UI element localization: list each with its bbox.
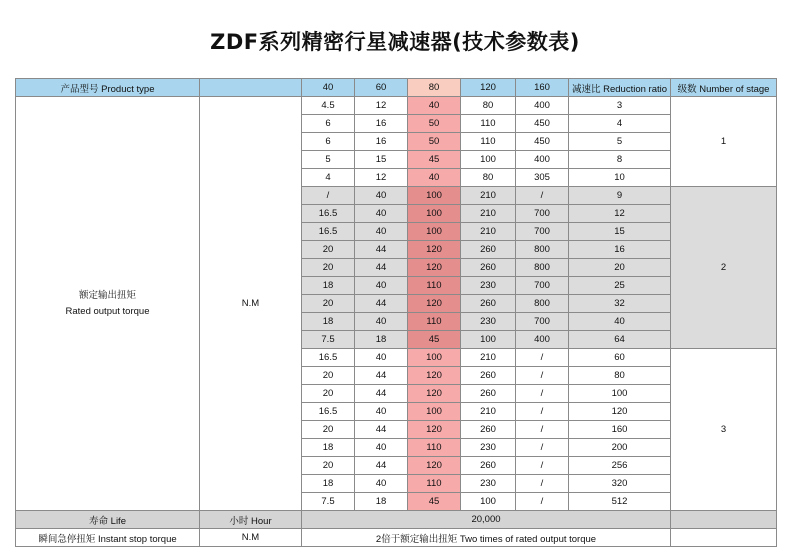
reduction-ratio-cell: 9: [569, 187, 671, 205]
rated-output-torque-cn: 额定输出扭矩: [78, 289, 136, 301]
torque-value-cell: 400: [516, 151, 569, 169]
torque-value-cell: 400: [516, 97, 569, 115]
torque-value-cell: 16.5: [302, 349, 355, 367]
header-product-type: 产品型号 Product type: [16, 79, 200, 97]
torque-value-cell: 700: [516, 223, 569, 241]
rated-output-torque-label: [16, 97, 200, 511]
torque-value-cell: 44: [355, 367, 408, 385]
torque-value-cell: 40: [355, 205, 408, 223]
reduction-ratio-cell: 200: [569, 439, 671, 457]
header-size: 60: [355, 79, 408, 97]
reduction-ratio-cell: 3: [569, 97, 671, 115]
torque-value-cell: 50: [408, 133, 461, 151]
reduction-ratio-cell: 160: [569, 421, 671, 439]
torque-value-cell: 260: [461, 367, 516, 385]
torque-value-cell: 40: [355, 349, 408, 367]
instant-stop-stage-blank: [671, 529, 777, 547]
torque-value-cell: 110: [461, 133, 516, 151]
header-row: [16, 79, 777, 97]
torque-value-cell: 100: [408, 349, 461, 367]
torque-value-cell: 210: [461, 187, 516, 205]
torque-value-cell: 45: [408, 331, 461, 349]
torque-value-cell: 44: [355, 385, 408, 403]
torque-value-cell: 450: [516, 133, 569, 151]
reduction-ratio-cell: 320: [569, 475, 671, 493]
torque-value-cell: 230: [461, 475, 516, 493]
torque-value-cell: 7.5: [302, 493, 355, 511]
torque-value-cell: 305: [516, 169, 569, 187]
torque-value-cell: 12: [355, 169, 408, 187]
torque-value-cell: 700: [516, 277, 569, 295]
instant-stop-label: 瞬间急停扭矩 Instant stop torque: [16, 529, 200, 547]
torque-value-cell: 230: [461, 439, 516, 457]
stage-cell: 3: [671, 349, 777, 511]
torque-value-cell: /: [516, 403, 569, 421]
torque-value-cell: 700: [516, 205, 569, 223]
torque-value-cell: 16.5: [302, 223, 355, 241]
header-size: 40: [302, 79, 355, 97]
torque-value-cell: 110: [461, 115, 516, 133]
torque-value-cell: 18: [302, 313, 355, 331]
reduction-ratio-cell: 512: [569, 493, 671, 511]
torque-value-cell: 80: [461, 169, 516, 187]
torque-value-cell: 20: [302, 241, 355, 259]
torque-value-cell: 100: [408, 205, 461, 223]
torque-value-cell: /: [302, 187, 355, 205]
torque-value-cell: 7.5: [302, 331, 355, 349]
reduction-ratio-cell: 80: [569, 367, 671, 385]
torque-value-cell: 6: [302, 115, 355, 133]
torque-value-cell: 20: [302, 259, 355, 277]
reduction-ratio-cell: 10: [569, 169, 671, 187]
torque-value-cell: 44: [355, 457, 408, 475]
reduction-ratio-cell: 20: [569, 259, 671, 277]
reduction-ratio-cell: 8: [569, 151, 671, 169]
reduction-ratio-cell: 32: [569, 295, 671, 313]
torque-value-cell: 260: [461, 295, 516, 313]
header-stage: 级数 Number of stage: [671, 79, 777, 97]
life-value: 20,000: [302, 511, 671, 529]
torque-value-cell: 800: [516, 295, 569, 313]
torque-unit: N.M: [200, 97, 302, 511]
reduction-ratio-cell: 120: [569, 403, 671, 421]
torque-value-cell: 110: [408, 313, 461, 331]
torque-value-cell: /: [516, 385, 569, 403]
life-unit: 小时 Hour: [200, 511, 302, 529]
torque-value-cell: 210: [461, 403, 516, 421]
torque-value-cell: 800: [516, 259, 569, 277]
torque-value-cell: 4: [302, 169, 355, 187]
reduction-ratio-cell: 40: [569, 313, 671, 331]
torque-value-cell: 40: [355, 439, 408, 457]
torque-value-cell: 120: [408, 295, 461, 313]
torque-value-cell: 110: [408, 277, 461, 295]
torque-value-cell: 44: [355, 295, 408, 313]
torque-value-cell: 44: [355, 421, 408, 439]
torque-value-cell: 40: [355, 475, 408, 493]
torque-value-cell: 700: [516, 313, 569, 331]
torque-value-cell: /: [516, 421, 569, 439]
torque-value-cell: 20: [302, 367, 355, 385]
reduction-ratio-cell: 4: [569, 115, 671, 133]
torque-value-cell: /: [516, 493, 569, 511]
torque-value-cell: 20: [302, 385, 355, 403]
torque-value-cell: /: [516, 439, 569, 457]
torque-value-cell: 210: [461, 349, 516, 367]
torque-value-cell: 210: [461, 205, 516, 223]
torque-value-cell: 15: [355, 151, 408, 169]
header-size: 160: [516, 79, 569, 97]
torque-value-cell: /: [516, 349, 569, 367]
torque-value-cell: 260: [461, 259, 516, 277]
torque-value-cell: 210: [461, 223, 516, 241]
torque-value-cell: 450: [516, 115, 569, 133]
torque-value-cell: 45: [408, 151, 461, 169]
reduction-ratio-cell: 5: [569, 133, 671, 151]
reduction-ratio-cell: 100: [569, 385, 671, 403]
torque-value-cell: 120: [408, 241, 461, 259]
torque-value-cell: /: [516, 367, 569, 385]
torque-value-cell: 18: [355, 493, 408, 511]
torque-value-cell: 230: [461, 277, 516, 295]
stage-cell: 1: [671, 97, 777, 187]
torque-value-cell: 120: [408, 367, 461, 385]
torque-value-cell: 400: [516, 331, 569, 349]
torque-value-cell: 40: [355, 187, 408, 205]
torque-value-cell: 260: [461, 385, 516, 403]
header-size: 120: [461, 79, 516, 97]
table-row: [16, 97, 777, 115]
torque-value-cell: /: [516, 187, 569, 205]
torque-value-cell: 16: [355, 115, 408, 133]
torque-value-cell: 120: [408, 421, 461, 439]
header-size-highlighted: 80: [408, 79, 461, 97]
torque-value-cell: 40: [355, 277, 408, 295]
life-stage-blank: [671, 511, 777, 529]
torque-value-cell: 260: [461, 241, 516, 259]
torque-value-cell: 5: [302, 151, 355, 169]
torque-value-cell: 16.5: [302, 403, 355, 421]
life-label: 寿命 Life: [16, 511, 200, 529]
reduction-ratio-cell: 15: [569, 223, 671, 241]
instant-stop-row: [16, 529, 777, 547]
torque-value-cell: 40: [355, 403, 408, 421]
torque-value-cell: 120: [408, 385, 461, 403]
torque-value-cell: 12: [355, 97, 408, 115]
torque-value-cell: 100: [461, 493, 516, 511]
rated-output-torque-en: Rated output torque: [65, 305, 150, 317]
torque-value-cell: 18: [302, 277, 355, 295]
torque-value-cell: 6: [302, 133, 355, 151]
torque-value-cell: 100: [408, 403, 461, 421]
reduction-ratio-cell: 64: [569, 331, 671, 349]
stage-cell: 2: [671, 187, 777, 349]
header-unit-blank: [200, 79, 302, 97]
torque-value-cell: 40: [408, 169, 461, 187]
reduction-ratio-cell: 25: [569, 277, 671, 295]
torque-value-cell: 20: [302, 295, 355, 313]
torque-value-cell: 230: [461, 313, 516, 331]
torque-value-cell: 4.5: [302, 97, 355, 115]
torque-value-cell: 800: [516, 241, 569, 259]
reduction-ratio-cell: 12: [569, 205, 671, 223]
torque-value-cell: 44: [355, 241, 408, 259]
torque-value-cell: 18: [302, 439, 355, 457]
torque-value-cell: 18: [355, 331, 408, 349]
torque-value-cell: 100: [408, 223, 461, 241]
torque-value-cell: 120: [408, 259, 461, 277]
torque-value-cell: 16.5: [302, 205, 355, 223]
torque-value-cell: 100: [461, 151, 516, 169]
torque-value-cell: 16: [355, 133, 408, 151]
reduction-ratio-cell: 16: [569, 241, 671, 259]
torque-value-cell: /: [516, 475, 569, 493]
torque-value-cell: 20: [302, 457, 355, 475]
torque-value-cell: 260: [461, 421, 516, 439]
reduction-ratio-cell: 60: [569, 349, 671, 367]
torque-value-cell: 40: [355, 313, 408, 331]
torque-value-cell: 44: [355, 259, 408, 277]
torque-value-cell: 260: [461, 457, 516, 475]
torque-value-cell: 40: [408, 97, 461, 115]
torque-value-cell: 40: [355, 223, 408, 241]
torque-value-cell: 50: [408, 115, 461, 133]
instant-stop-unit: N.M: [200, 529, 302, 547]
torque-value-cell: 100: [461, 331, 516, 349]
spec-table: [15, 78, 777, 547]
torque-value-cell: 120: [408, 457, 461, 475]
torque-value-cell: 110: [408, 475, 461, 493]
torque-value-cell: 18: [302, 475, 355, 493]
life-row: [16, 511, 777, 529]
page-title: ZDF系列精密行星减速器(技术参数表): [210, 30, 580, 54]
instant-stop-value: 2倍于额定输出扭矩 Two times of rated output torque: [302, 529, 671, 547]
torque-value-cell: 100: [408, 187, 461, 205]
torque-value-cell: 80: [461, 97, 516, 115]
header-reduction-ratio: 减速比 Reduction ratio: [569, 79, 671, 97]
torque-value-cell: 110: [408, 439, 461, 457]
reduction-ratio-cell: 256: [569, 457, 671, 475]
torque-value-cell: 20: [302, 421, 355, 439]
torque-value-cell: 45: [408, 493, 461, 511]
torque-value-cell: /: [516, 457, 569, 475]
